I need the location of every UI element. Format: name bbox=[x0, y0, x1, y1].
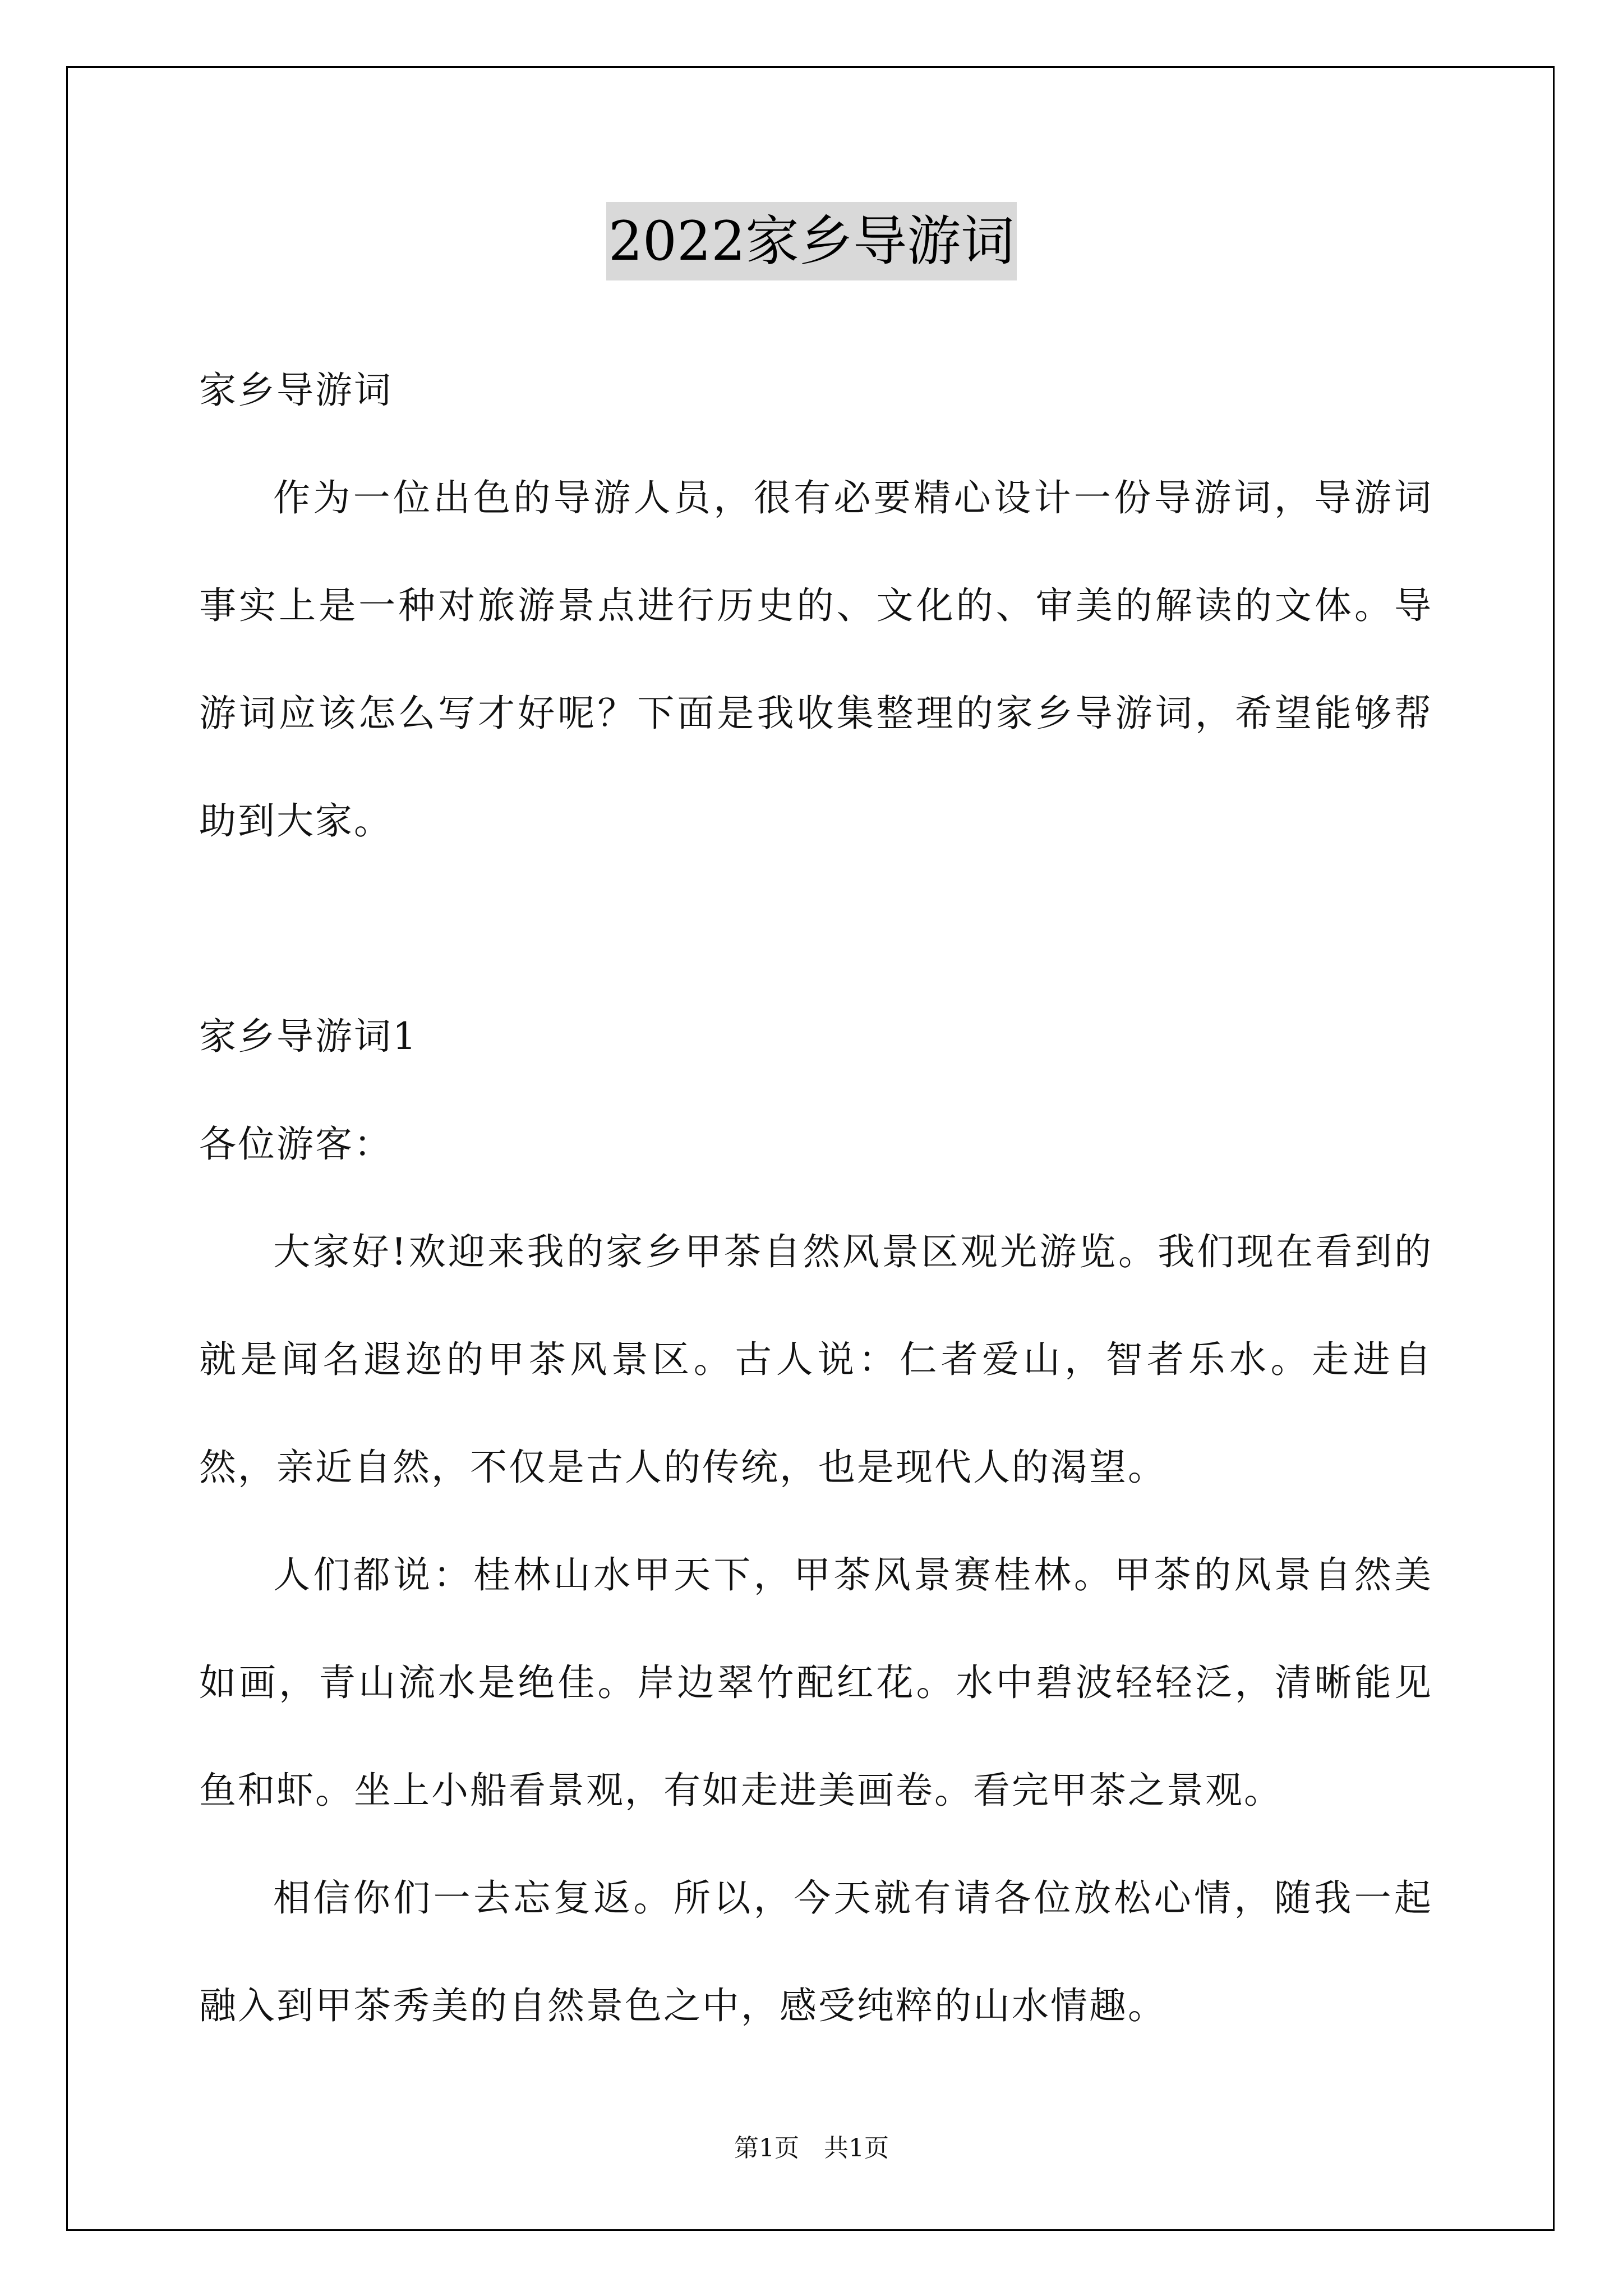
page-total: 共1页 bbox=[824, 2134, 889, 2162]
body-paragraph-1: 大家好!欢迎来我的家乡甲茶自然风景区观光游览。我们现在看到的就是闻名遐迩的甲茶风景区。古人说：仁者爱山，智者乐水。走进自然，亲近自然，不仅是古人的传统，也是现代人的渴望。 bbox=[199, 1230, 1433, 1489]
paragraph-spacer bbox=[199, 875, 1433, 983]
greeting-line: 各位游客： bbox=[199, 1122, 393, 1166]
section-heading: 家乡导游词 bbox=[199, 369, 393, 412]
page-number: 第1页 bbox=[734, 2134, 799, 2162]
section-title: 家乡导游词1 bbox=[199, 1015, 418, 1058]
body-paragraph-2: 人们都说：桂林山水甲天下，甲茶风景赛桂林。甲茶的风景自然美如画，青山流水是绝佳。岸边翠竹配红花。水中碧波轻轻泛，清晰能见鱼和虾。坐上小船看景观，有如走进美画卷。看完甲茶之景观。 bbox=[199, 1553, 1433, 1812]
document-title: 2022家乡导游词 bbox=[606, 202, 1017, 280]
title-container bbox=[0, 202, 1623, 280]
body-paragraph-3: 相信你们一去忘复返。所以，今天就有请各位放松心情，随我一起融入到甲茶秀美的自然景色之中，感受纯粹的山水情趣。 bbox=[199, 1876, 1433, 2027]
document-body bbox=[199, 337, 1433, 2060]
intro-paragraph: 作为一位出色的导游人员，很有必要精心设计一份导游词，导游词事实上是一种对旅游景点进行历史的、文化的、审美的解读的文体。导游词应该怎么写才好呢？下面是我收集整理的家乡导游词，希望能够帮助到大家。 bbox=[199, 476, 1433, 843]
page-footer bbox=[0, 2132, 1623, 2165]
